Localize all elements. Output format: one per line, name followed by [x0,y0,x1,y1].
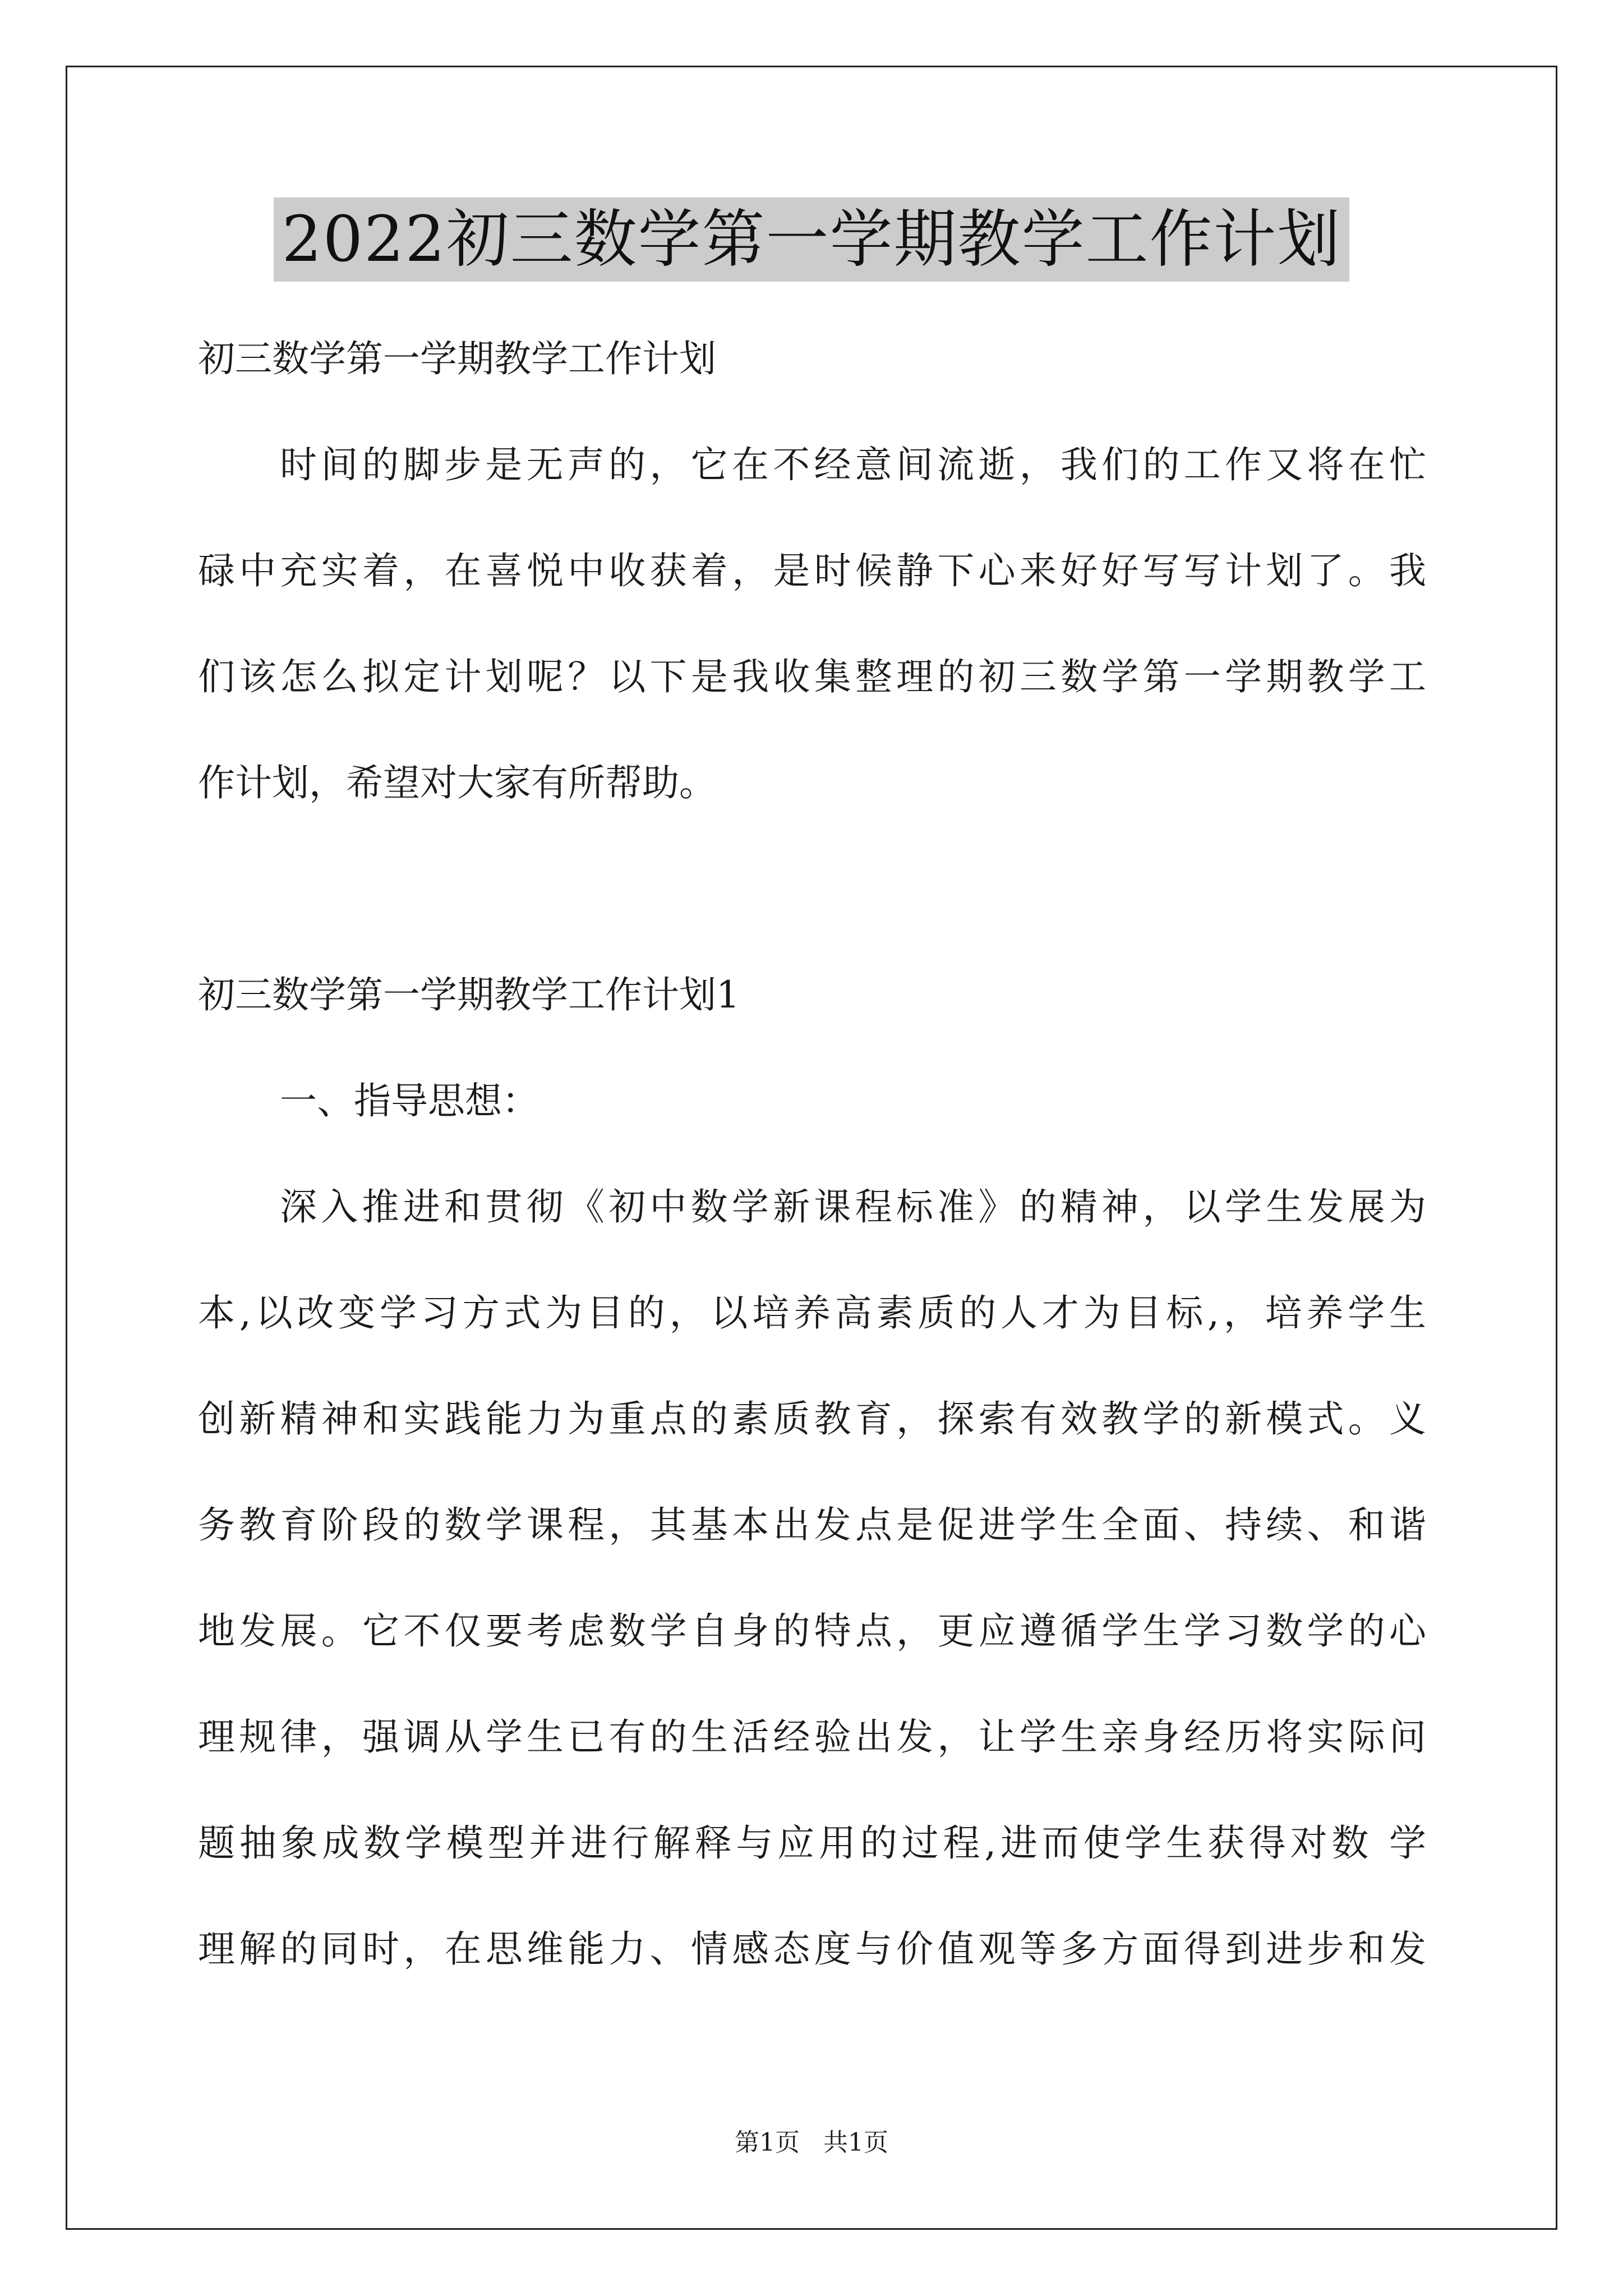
document-title: 2022初三数学第一学期教学工作计划 [274,197,1349,282]
intro-line: 碌中充实着，在喜悦中收获着，是时候静下心来好好写写计划了。我 [198,549,1426,592]
title-area [0,197,1623,282]
body-line: 地发展。它不仅要考虑数学自身的特点，更应遵循学生学习数学的心 [198,1609,1426,1653]
body-line: 创新精神和实践能力为重点的素质教育，探索有效教学的新模式。义 [198,1397,1426,1441]
document-body [198,306,1426,2002]
subheading: 一、指导思想： [280,1079,539,1122]
intro-line: 们该怎么拟定计划呢？以下是我收集整理的初三数学第一学期教学工 [198,655,1426,698]
intro-line: 时间的脚步是无声的，它在不经意间流逝，我们的工作又将在忙 [280,443,1426,486]
body-line: 题抽象成数学模型并进行解释与应用的过程,进而使学生获得对数 学 [198,1821,1426,1865]
intro-line: 作计划，希望对大家有所帮助。 [198,761,716,804]
paragraph-gap [198,836,1426,942]
body-line: 理解的同时，在思维能力、情感态度与价值观等多方面得到进步和发 [198,1927,1426,1971]
body-line: 本,以改变学习方式为目的，以培养高素质的人才为目标,，培养学生 [198,1291,1426,1335]
body-line: 理规律，强调从学生已有的生活经验出发，让学生亲身经历将实际问 [198,1715,1426,1759]
body-line: 务教育阶段的数学课程，其基本出发点是促进学生全面、持续、和谐 [198,1503,1426,1547]
section-heading: 初三数学第一学期教学工作计划1 [198,973,740,1016]
document-subtitle: 初三数学第一学期教学工作计划 [198,337,716,380]
body-line: 深入推进和贯彻《初中数学新课程标准》的精神，以学生发展为 [280,1185,1426,1228]
page-number-footer: 第1页 共1页 [735,2128,888,2157]
